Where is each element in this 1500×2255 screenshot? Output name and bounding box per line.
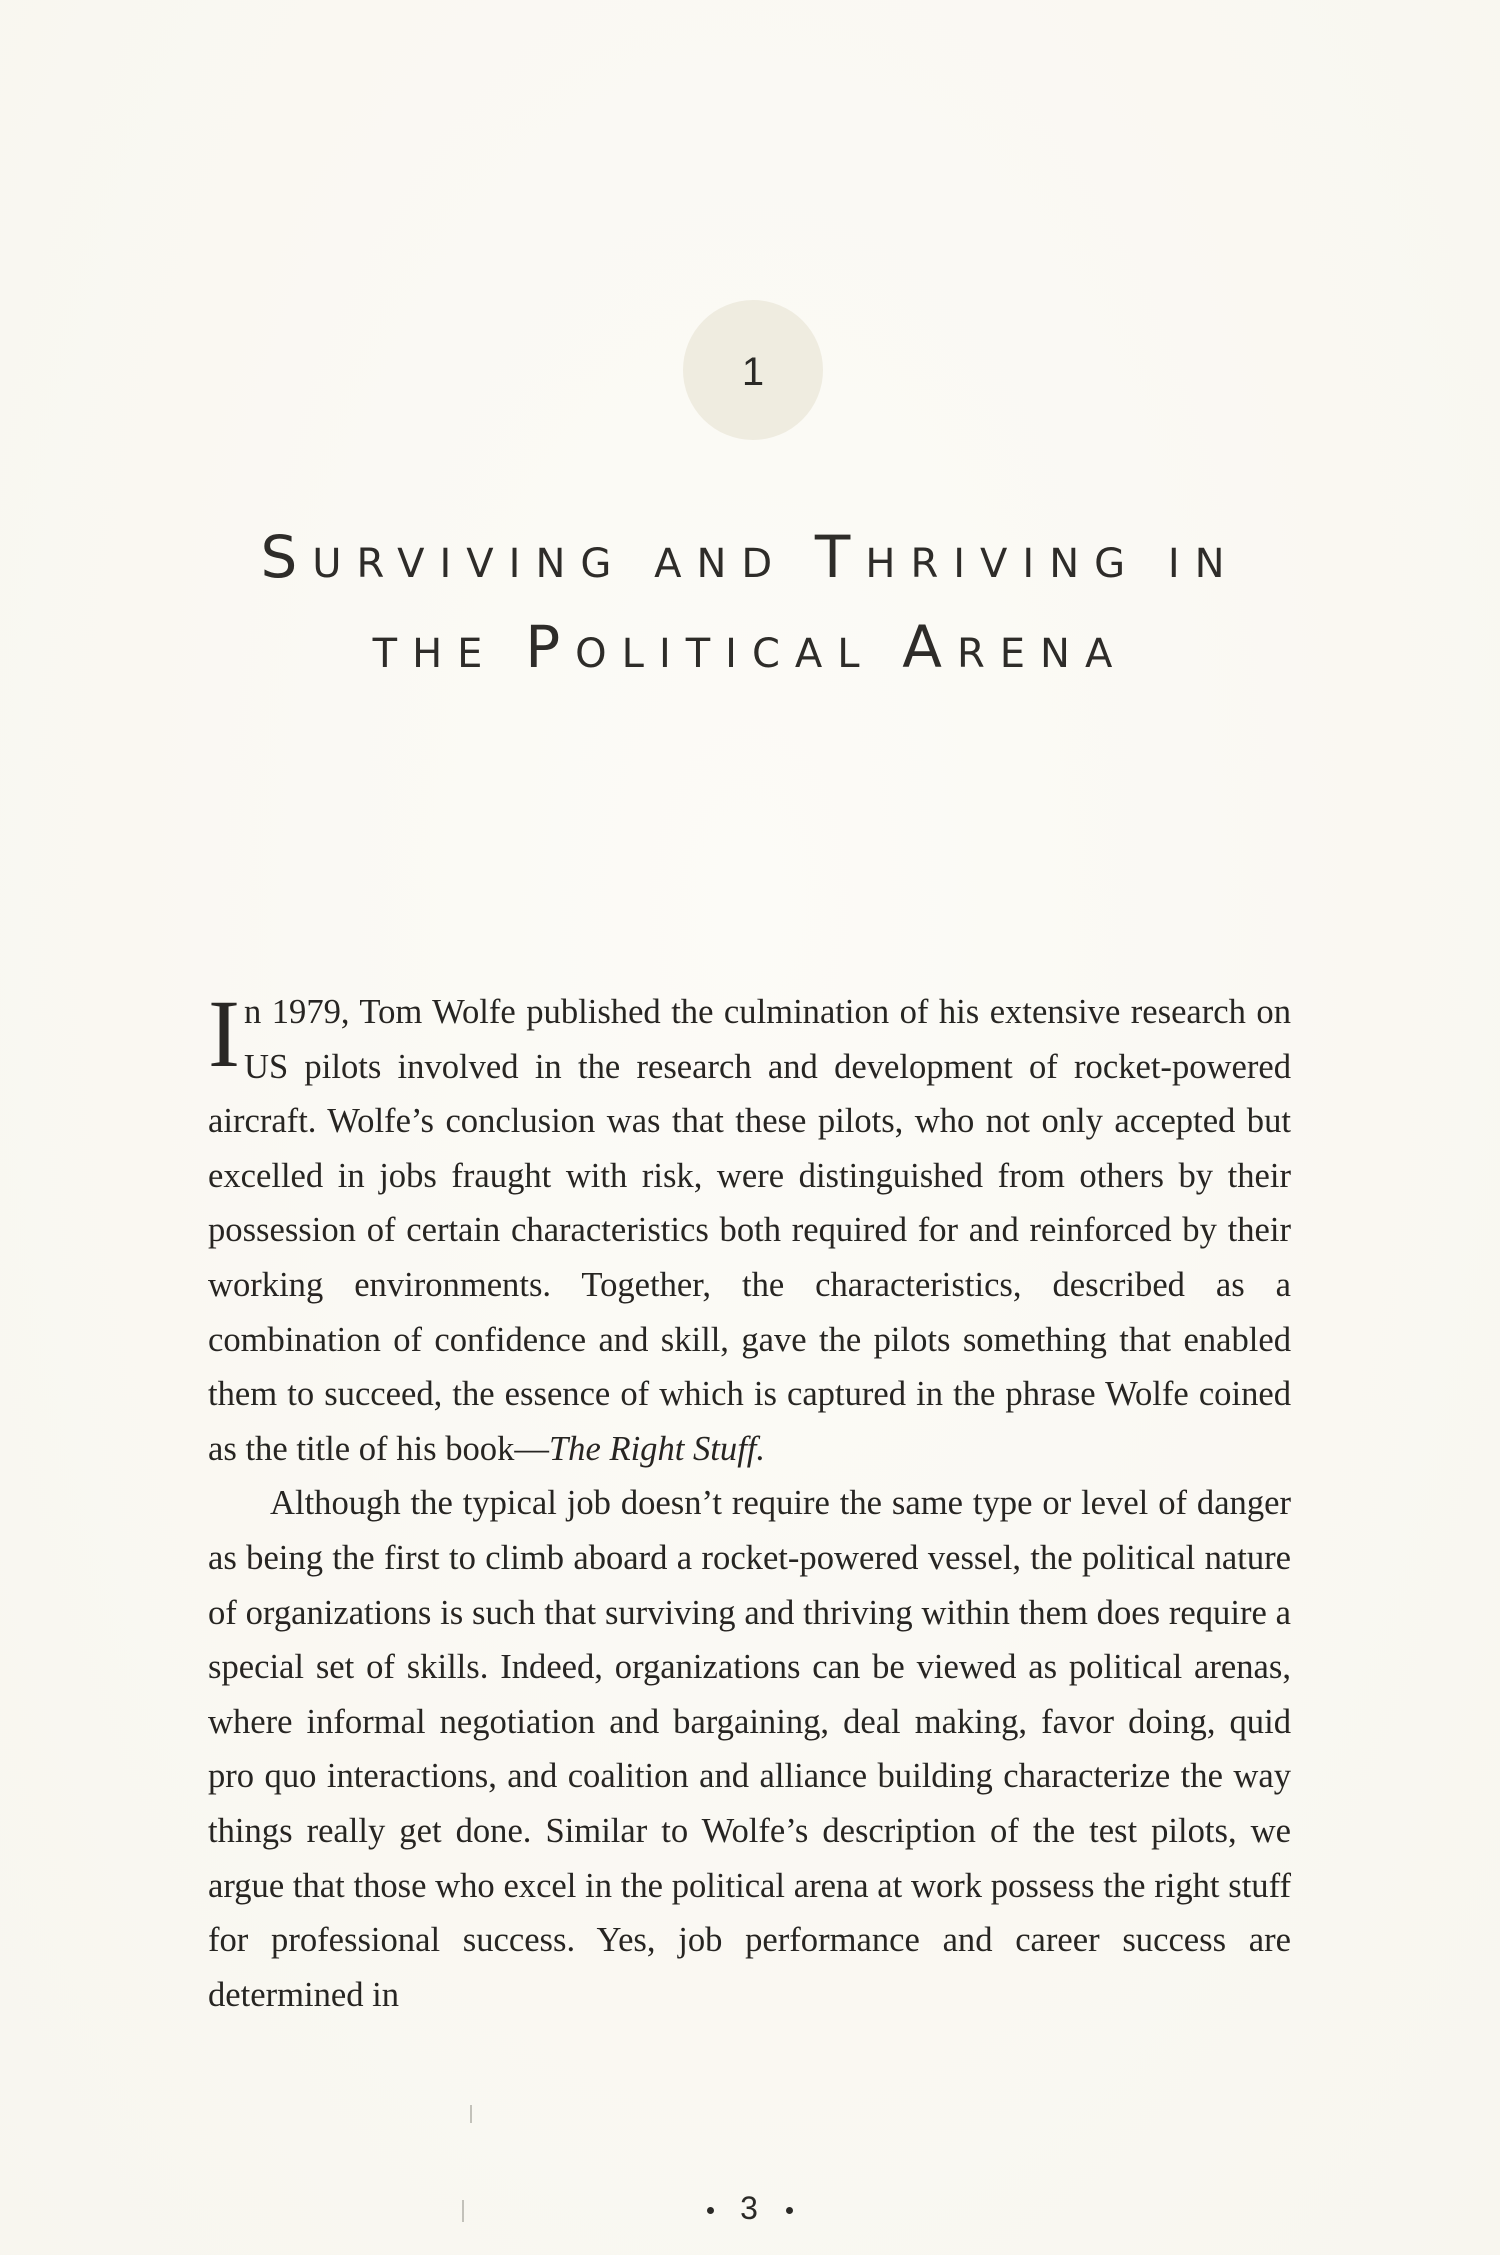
- title-word: SURVIVING: [260, 523, 627, 591]
- paragraph-2: Although the typical job doesn’t require the same type or level of danger as being the first to climb aboard a rocket-powered vessel, the political nature of organizations is such that surviving and thriving within them does require a special set of skills. Indeed, organizations can be viewed as political arenas, where informal negotiation and bargaining, deal making, favor doing, quid pro quo interactions, and coalition and alliance building characterize the way things really get done. Similar to Wolfe’s description of the test pilots, we argue that those who excel in the political arena at work possess the right stuff for professional success. Yes, job performance and career success are determined in: [208, 1484, 1291, 2014]
- chapter-title-line-2: [150, 613, 1350, 681]
- paragraph-1-text: n 1979, Tom Wolfe published the culmination of his extensive research on US pilots involved in the research and development of rocket-powered aircraft. Wolfe’s conclusion was that these pilots, who not only accepted but excelled in jobs fraught with risk, were distinguished from others by their possession of certain characteristics both required for and reinforced by their working environments. Together, the characteristics, described as a combination of confidence and skill, gave the pilots something that enabled them to succeed, the essence of which is captured in the phrase Wolfe coined as the title of his book—: [208, 993, 1291, 1468]
- chapter-number-circle: [683, 300, 823, 440]
- title-word: THE: [372, 631, 498, 677]
- page-folio: [0, 2190, 1500, 2227]
- title-word: POLITICAL: [525, 613, 875, 681]
- paragraph-1: [208, 980, 1291, 1476]
- title-word: ARENA: [902, 613, 1128, 681]
- page-number: 3: [740, 2190, 760, 2226]
- title-word: AND: [654, 541, 788, 587]
- book-title: The Right Stuff.: [548, 1429, 766, 1468]
- scan-artifact-mark: [470, 2105, 472, 2123]
- bullet-icon: [786, 2207, 793, 2214]
- body-text: [208, 980, 1291, 2022]
- chapter-title-line-1: [150, 523, 1350, 591]
- title-word: THRIVING: [814, 523, 1141, 591]
- scan-artifact-mark: [462, 2200, 464, 2222]
- chapter-number: 1: [741, 350, 765, 394]
- title-word: IN: [1167, 541, 1240, 587]
- bullet-icon: [707, 2207, 714, 2214]
- drop-cap: I: [208, 980, 240, 1087]
